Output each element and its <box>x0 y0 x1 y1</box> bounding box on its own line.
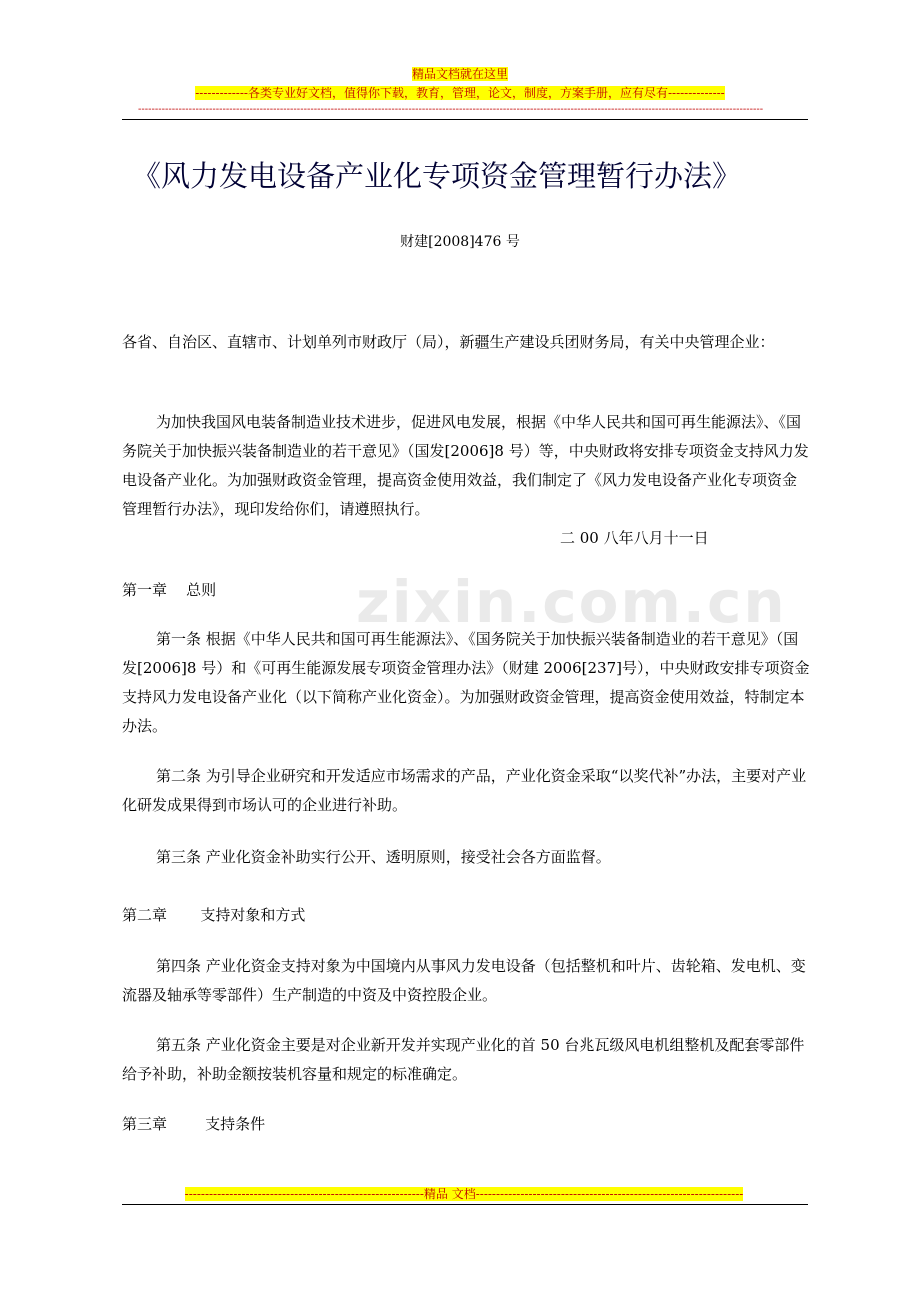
issue-date: 二 00 八年八月十一日 <box>560 529 709 547</box>
document-number: 财建[2008]476 号 <box>400 234 520 250</box>
footer-rule <box>122 1204 808 1205</box>
header-banner: -------------各类专业好文档，值得你下载，教育，管理，论文，制度，方案手册，应有尽有-------------- <box>195 86 725 100</box>
chapter-2-heading: 第二章 支持对象和方式 <box>122 906 306 924</box>
article-5: 第五条 产业化资金主要是对企业新开发并实现产业化的首 50 台兆瓦级风电机组整机及配套零部件给予补助，补助金额按装机容量和规定的标准确定。 <box>122 1036 805 1083</box>
header-tagline: 精品文档就在这里 <box>411 67 508 81</box>
header-rule <box>122 119 808 120</box>
article-4: 第四条 产业化资金支持对象为中国境内从事风力发电设备（包括整机和叶片、齿轮箱、发电机、变流器及轴承等零部件）生产制造的中资及中资控股企业。 <box>122 957 806 1004</box>
intro-paragraph: 为加快我国风电装备制造业技术进步，促进风电发展，根据《中华人民共和国可再生能源法》、《国务院关于加快振兴装备制造业的若干意见》（国发[2006]8 号）等，中央财政将安排专项资金支持风力发电设备产业化。为加强财政资金管理，提高资金使用效益，我们制定了《风力发电设备产业化专项资金管理暂行办法》，现印发给你们，请遵照执行。 <box>122 413 809 518</box>
salutation: 各省、自治区、直辖市、计划单列市财政厅（局），新疆生产建设兵团财务局，有关中央管理企业： <box>122 333 775 351</box>
article-2: 第二条 为引导企业研究和开发适应市场需求的产品，产业化资金采取“以奖代补”办法，主要对产业化研发成果得到市场认可的企业进行补助。 <box>122 767 807 814</box>
document-title: 《风力发电设备产业化专项资金管理暂行办法》 <box>132 159 742 193</box>
header-dashed-line: ----------------------------------------------------------------------------------------------------------------------------------------------------------------------------------------- <box>138 104 764 115</box>
article-1: 第一条 根据《中华人民共和国可再生能源法》、《国务院关于加快振兴装备制造业的若干意见》（国发[2006]8 号）和《可再生能源发展专项资金管理办法》（财建 2006[237]号），中央财政安排专项资金支持风力发电设备产业化（以下简称产业化资金）。为加强财政资金管理，提高资金使用效益，特制定本办法。 <box>122 630 810 735</box>
chapter-3-heading: 第三章 支持条件 <box>122 1115 266 1133</box>
chapter-1-heading: 第一章 总则 <box>122 581 217 599</box>
footer-banner: -----------------------------------------------------------精品 文档------------------------------------------------------------------ <box>184 1187 744 1201</box>
watermark-text: zixin.com.cn <box>356 568 787 636</box>
article-3: 第三条 产业化资金补助实行公开、透明原则，接受社会各方面监督。 <box>156 848 611 866</box>
